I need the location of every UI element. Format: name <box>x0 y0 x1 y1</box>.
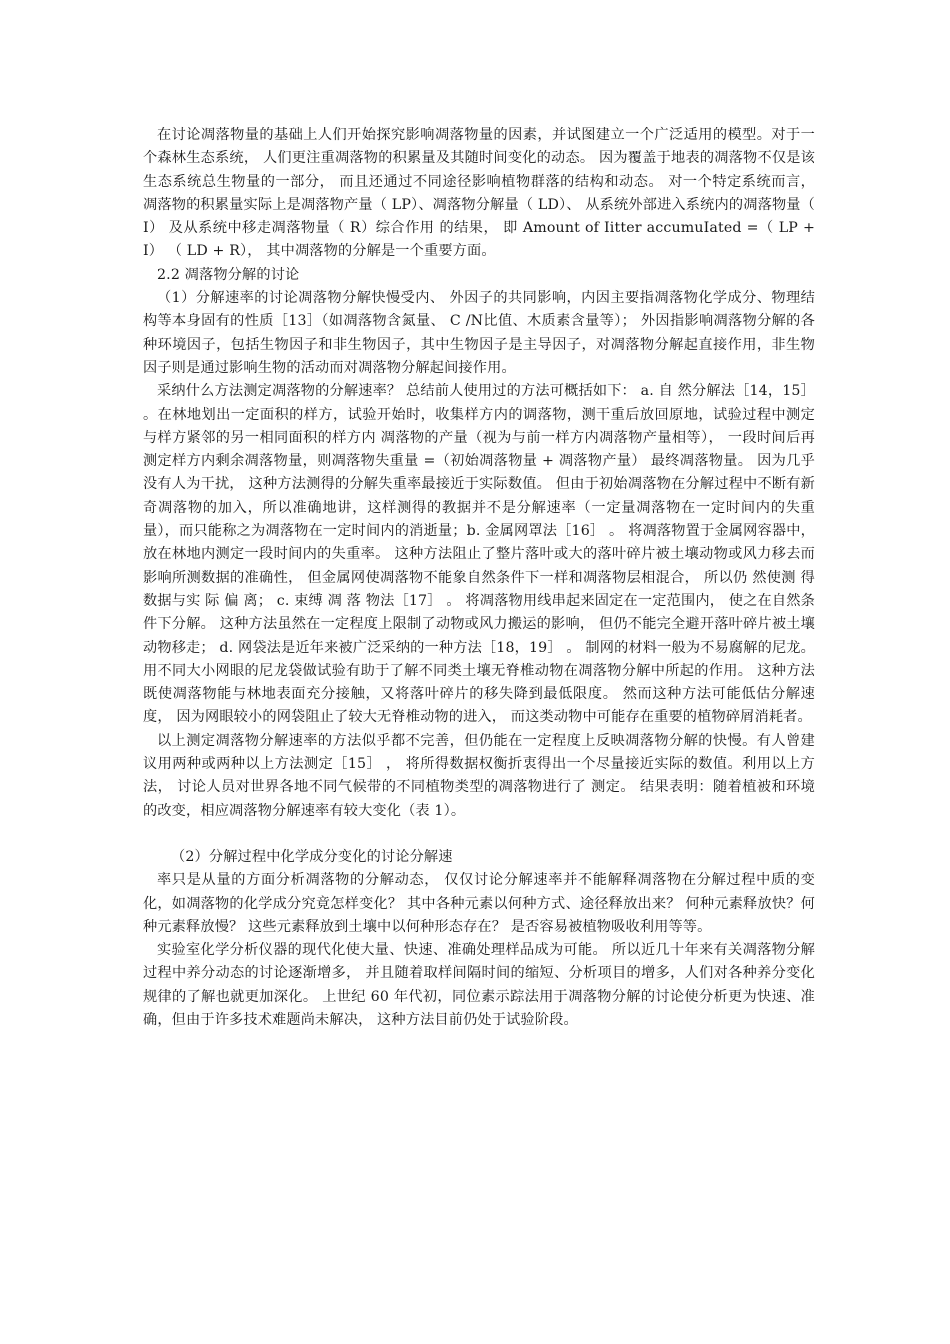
paragraph-chemical-heading: （2）分解过程中化学成分变化的讨论分解速 <box>171 848 453 865</box>
paragraph-intro: 在讨论凋落物量的基础上人们开始探究影响凋落物量的因素，并试图建立一个广泛适用的模型。对于一个森林生态系统， 人们更注重凋落物的积累量及其随时间变化的动态。 因为覆盖于地表的凋落物不仅是该生态系统总生物量的一部分， 而且还通过不同途径影响植物群落的结构和动态。 对一个特定系统而言， 凋落物的积累量实际上是凋落物产量（ LP）、凋落物分解量（ LD）、 从系统外部进入系统内的凋落物量（ I） 及从系统中移走凋落物量（ R）综合作用 的结果， 即 Amount of Iitter accumuIated =（ LP + I） （ LD + R）， 其中凋落物的分解是一个重要方面。 <box>143 127 820 260</box>
section-heading: 2.2 凋落物分解的讨论 <box>157 266 300 283</box>
paragraph-decomposition-rate: （1）分解速率的讨论凋落物分解快慢受内、 外因子的共同影响，内因主要指凋落物化学成分、物理结构等本身固有的性质［13］（如凋落物含氮量、 C /N比值、木质素含量等）； 外因指影响凋落物分解的各种环境因子，包括生物因子和非生物因子，其中生物因子是主导因子，对凋落物分解起直接作用，非生物因子则是通过影响生物的活动而对凋落物分解起间接作用。 <box>143 290 815 376</box>
paragraph-chemical-changes: 率只是从量的方面分析凋落物的分解动态， 仅仅讨论分解速率并不能解释凋落物在分解过程中质的变化，如凋落物的化学成分究竟怎样变化？ 其中各种元素以何种方式、途径释放出来？ 何种元素释放快？何种元素释放慢？ 这些元素释放到土壤中以何种形态存在？ 是否容易被植物吸收利用等等。 <box>143 872 815 935</box>
paragraph-methods: 采纳什么方法测定凋落物的分解速率？ 总结前人使用过的方法可概括如下： a. 自 然分解法［14，15］ 。在林地划出一定面积的样方，试验开始时，收集样方内的调落物，测干重后放回原地，试验过程中测定与样方紧邻的另一相同面积的样方内 凋落物的产量（视为与前一样方内凋落物产量相等）， 一段时间后再测定样方内剩余凋落物量，则凋落物失重量 =（初始凋落物量 + 凋落物产量） 最终凋落物量。 因为几乎没有人为干扰， 这种方法测得的分解失重率最接近于实际数值。 但由于初始凋落物在分解过程中不断有新奇凋落物的加入，所以准确地讲，这样测得的教据并不是分解速率（一定量凋落物在一定时间内的失重量），而只能称之为凋落物在一定时间内的消逝量；b. 金属网罩法［16］ 。 将凋落物置于金属网容器中，放在林地内测定一段时间内的失重率。 这种方法阻止了整片落叶或大的落叶碎片被土壤动物或风力移去而影响所测数据的准确性， 但金属网使凋落物不能象自然条件下一样和凋落物层相混合， 所以仍 然使测 得 数据与实 际 偏 离； c. 束缚 凋 落 物法［17］ 。 将凋落物用线串起来固定在一定范围内， 使之在自然条件下分解。 这种方法虽然在一定程度上限制了动物或风力搬运的影响， 但仍不能完全避开落叶碎片被土壤动物移走； d. 网袋法是近年来被广泛采纳的一种方法［18，19］ 。 制网的材料一般为不易腐解的尼龙。 用不同大小网眼的尼龙袋做试验有助于了解不同类土壤无脊椎动物在凋落物分解中所起的作用。 这种方法既使凋落物能与林地表面充分接触，又将落叶碎片的移失降到最低限度。 然而这种方法可能低估分解速度， 因为网眼较小的网袋阻止了较大无脊椎动物的进入， 而这类动物中可能存在重要的植物碎屑消耗者。 <box>143 383 820 726</box>
document-body <box>143 124 820 1032</box>
paragraph-lab-analysis: 实验室化学分析仪器的现代化使大量、快速、准确处理样品成为可能。 所以近几十年来有关凋落物分解过程中养分动态的讨论逐渐增多， 并且随着取样间隔时间的缩短、分析项目的增多，人们对各种养分变化规律的了解也就更加深化。 上世纪 60 年代初，同位素示踪法用于凋落物分解的讨论使分析更为快速、准确，但由于许多技术难题尚未解决， 这种方法目前仍处于试验阶段。 <box>143 942 815 1028</box>
paragraph-methods-summary: 以上测定凋落物分解速率的方法似乎都不完善，但仍能在一定程度上反映凋落物分解的快慢。有人曾建议用两种或两种以上方法测定［15］ ， 将所得数据权衡折衷得出一个尽量接近实际的数值。利用以上方法， 讨论人员对世界各地不同气候带的不同植物类型的凋落物进行了 测定。 结果表明：随着植被和环境的改变，相应凋落物分解速率有较大变化（表 1）。 <box>143 732 815 819</box>
